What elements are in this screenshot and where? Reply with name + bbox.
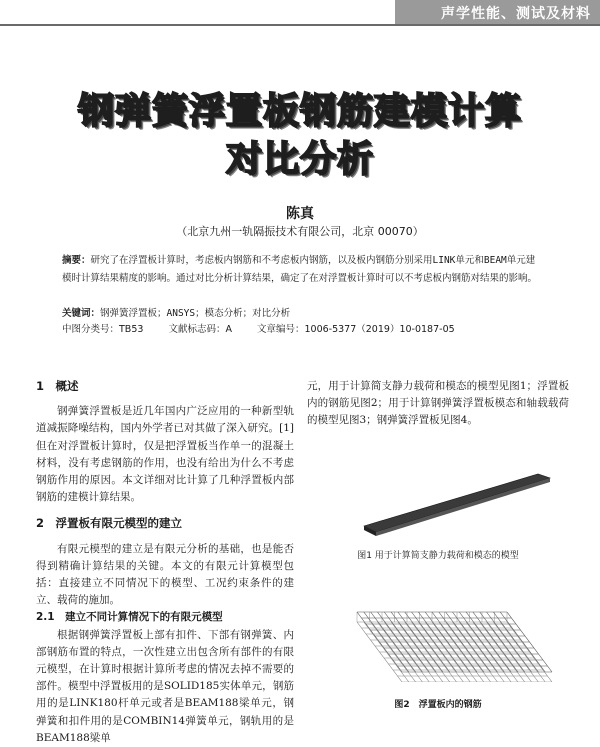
- figure-1-caption: 图1 用于计算简支静力载荷和模态的模型: [357, 551, 519, 561]
- abstract-label: 摘要：: [62, 255, 91, 266]
- section-2-1-heading: 2.1 建立不同计算情况下的有限元模型: [36, 611, 223, 624]
- keywords-text: 钢弹簧浮置板；ANSYS；模态分析；对比分析: [100, 308, 291, 319]
- keywords-label: 关键词：: [62, 308, 101, 319]
- journal-section-label: 声学性能、测试及材料: [441, 6, 591, 22]
- classification-line: [62, 322, 542, 338]
- author-affiliation: （北京九州一轨隔振技术有限公司，北京 00070）: [176, 225, 424, 238]
- section-2-1-paragraph: 根据钢弹簧浮置板上部有扣件、下部有钢弹簧、内部钢筋布置的特点，一次性建立出包含所有部件的有限元模型，在计算时根据计算所考虑的情况去掉不需要的部件。模型中浮置板用的是SOLID185实体单元，钢筋用的是LINK180杆单元或者是BEAM188梁单元，钢弹簧和扣件用的是COMBIN14弹簧单元，钢轨用的是BEAM188梁单: [36, 628, 294, 744]
- section-1-paragraph: 钢弹簧浮置板是近几年国内广泛应用的一种新型轨道减振降噪结构，国内外学者已对其做了深入研究。[1] 但在对浮置板计算时，仅是把浮置板当作单一的混凝土材料，没有考虑钢筋的作用，也没有给出为什么不考虑钢筋作用的原因。本文详细对比计算了几种浮置板内部钢筋的建模计算结果。: [36, 405, 294, 504]
- title-line-1: 钢弹簧浮置板钢筋建模计算: [77, 91, 522, 132]
- abstract-text: 研究了在浮置板计算时，考虑板内钢筋和不考虑板内钢筋，以及板内钢筋分别采用LINK单元和BEAM单元建模时计算结果精度的影响。通过对比分析计算结果，确定了在对浮置板计算时可以不考虑板内钢筋对结果的影响。: [62, 255, 538, 284]
- article-number: 文章编号：1006-5377（2019）10-0187-05: [256, 324, 455, 335]
- figure-2-rebar-mesh: [352, 582, 557, 682]
- journal-section-header: [395, 0, 600, 26]
- title-line-2: 对比分析: [225, 139, 374, 180]
- figure-1-slab-model: [362, 468, 552, 538]
- keywords: [62, 305, 540, 323]
- right-column-paragraph: 元，用于计算简支静力载荷和模态的模型见图1；浮置板内的钢筋见图2；用于计算钢弹簧浮置板模态和轴载载荷的模型见图3；钢弹簧浮置板见图4。: [307, 380, 569, 427]
- article-title: [0, 88, 600, 184]
- figure-2-caption: 图2 浮置板内的钢筋: [394, 700, 482, 710]
- section-2-paragraph: 有限元模型的建立是有限元分析的基础，也是能否得到精确计算结果的关键。本文的有限元计算模型包括：直接建立不同情况下的模型、工况约束条件的建立、载荷的施加。: [36, 542, 294, 607]
- abstract: [62, 252, 540, 288]
- section-1-heading: 1 概述: [36, 379, 79, 393]
- document-code: 文献标志码：A: [168, 324, 232, 335]
- section-2-heading: 2 浮置板有限元模型的建立: [36, 516, 183, 531]
- author-name: 陈真: [286, 206, 314, 222]
- clc-number: 中图分类号：TB53: [62, 324, 144, 335]
- header-rule: [0, 24, 600, 26]
- right-column: [307, 378, 569, 430]
- left-column: [36, 378, 294, 747]
